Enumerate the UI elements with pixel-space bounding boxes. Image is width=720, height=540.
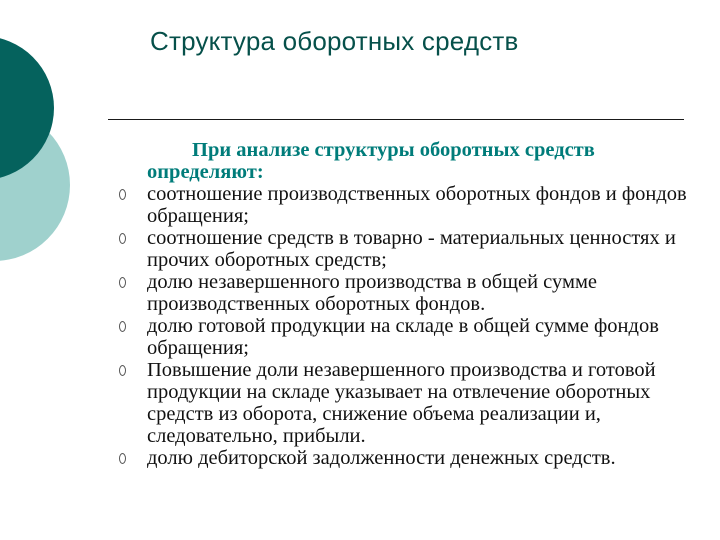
list-item-text: долю дебиторской задолженности денежных средств. [147, 447, 616, 469]
list-item [116, 183, 706, 227]
list-item-text: Повышение доли незавершенного производства и готовой продукции на складе указывает на отвлечение оборотных средств из оборота, снижение объема реализации и, следовательно, прибыли. [147, 359, 656, 447]
title-divider [108, 119, 684, 120]
ring-bullet-icon [119, 365, 126, 376]
list-item-text: соотношение средств в товарно - материальных ценностях и прочих оборотных средств; [147, 227, 676, 271]
list-item-text: долю готовой продукции на складе в общей сумме фондов обращения; [147, 315, 659, 359]
list-item [116, 227, 706, 271]
list-item [116, 447, 706, 469]
ring-bullet-icon [119, 233, 126, 244]
ring-bullet-icon [119, 321, 126, 332]
decorative-circles [0, 0, 90, 300]
ring-bullet-icon [119, 453, 126, 464]
list-item-text: соотношение производственных оборотных фондов и фондов обращения; [147, 183, 687, 227]
list-item [116, 315, 706, 359]
slide-title: Структура оборотных средств [150, 26, 519, 56]
bullet-list [116, 183, 706, 469]
ring-bullet-icon [119, 189, 126, 200]
list-item-text: долю незавершенного производства в общей сумме производственных оборотных фондов. [147, 271, 598, 315]
ring-bullet-icon [119, 277, 126, 288]
intro-text: При анализе структуры оборотных средств определяют: [147, 139, 595, 183]
list-item [116, 359, 706, 447]
slide-content [116, 139, 706, 469]
list-item [116, 271, 706, 315]
